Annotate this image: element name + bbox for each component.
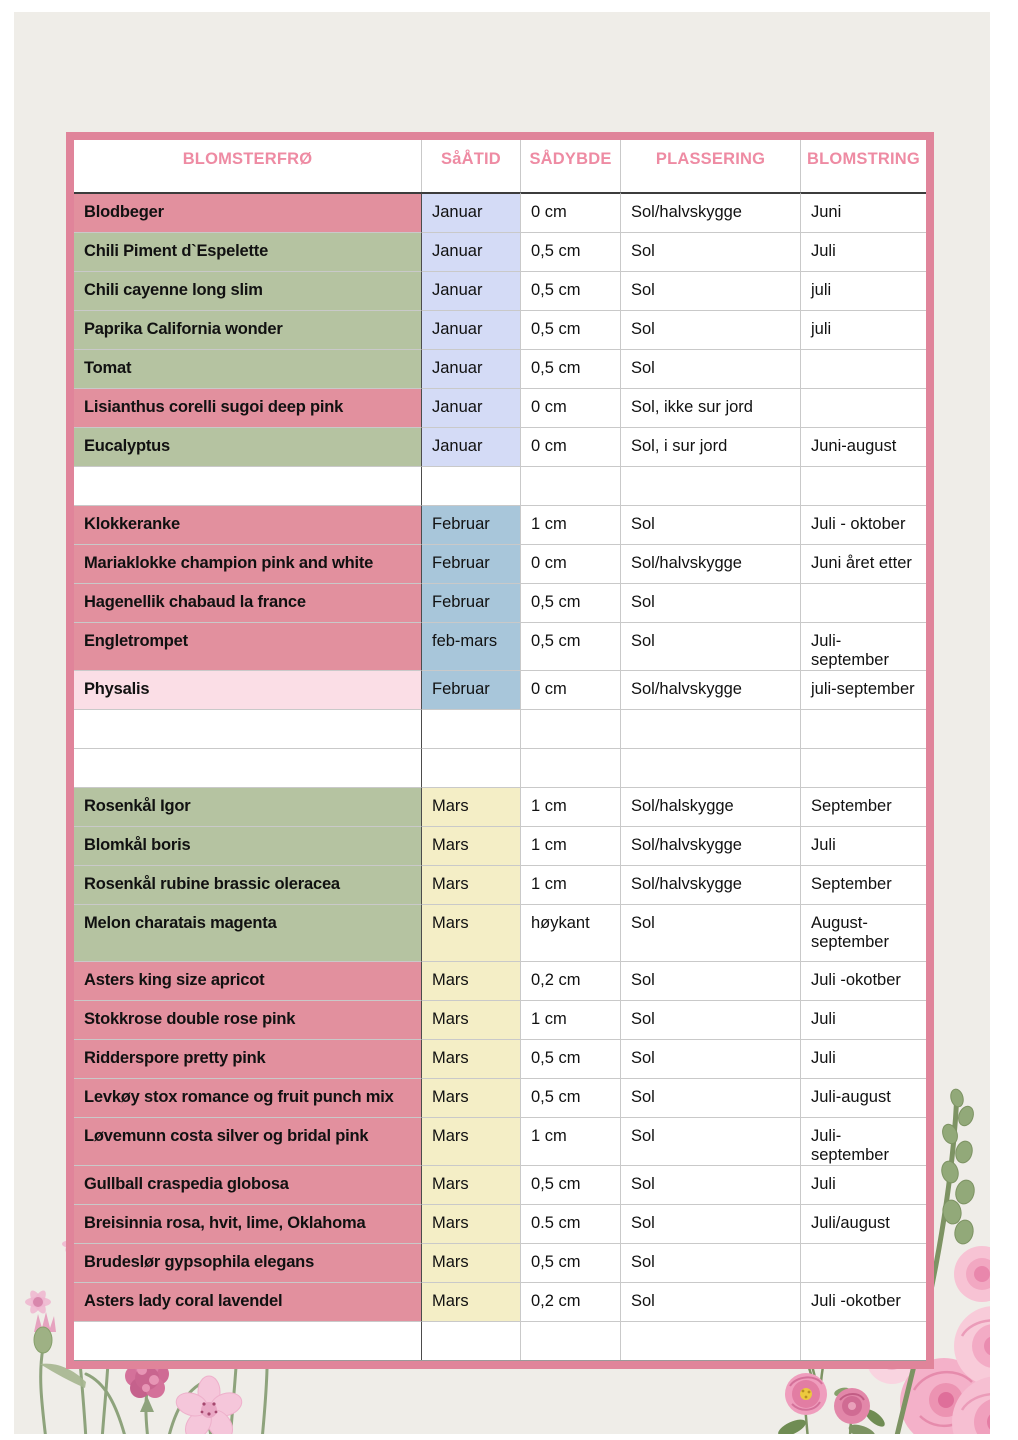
seed-row [74, 787, 926, 826]
seed-name-cell: Melon charatais magenta [74, 904, 422, 961]
seed-row [74, 583, 926, 622]
sowing-depth-cell: 1 cm [521, 1117, 621, 1165]
bloom-time-cell: Juli-september [801, 622, 926, 670]
bloom-time-cell: August-september [801, 904, 926, 961]
seed-name-cell: Stokkrose double rose pink [74, 1000, 422, 1039]
bloom-time-cell [801, 709, 926, 748]
bloom-time-cell: Juli -okotber [801, 1282, 926, 1321]
seed-row [74, 1282, 926, 1321]
sowing-time-cell: Januar [422, 427, 521, 466]
sowing-depth-cell: 0 cm [521, 544, 621, 583]
sowing-time-cell: Februar [422, 670, 521, 709]
placement-cell [621, 1321, 801, 1360]
seed-name-cell: Asters lady coral lavendel [74, 1282, 422, 1321]
sowing-depth-cell: 0,5 cm [521, 1243, 621, 1282]
empty-row [74, 466, 926, 505]
placement-cell: Sol [621, 1282, 801, 1321]
sowing-time-cell: Januar [422, 388, 521, 427]
placement-cell: Sol [621, 232, 801, 271]
sowing-depth-cell: 0,5 cm [521, 1078, 621, 1117]
bloom-time-cell: Juli - oktober [801, 505, 926, 544]
sowing-time-cell: Mars [422, 961, 521, 1000]
seed-row [74, 544, 926, 583]
seed-row [74, 865, 926, 904]
sowing-depth-cell: 1 cm [521, 865, 621, 904]
sowing-time-cell [422, 466, 521, 505]
seed-table-body [74, 192, 926, 1361]
hollyhock-blooms [952, 1246, 990, 1434]
bloom-time-cell [801, 748, 926, 787]
seed-name-cell: Lisianthus corelli sugoi deep pink [74, 388, 422, 427]
bloom-time-cell: Juli [801, 826, 926, 865]
seed-row [74, 1204, 926, 1243]
sowing-time-cell: Mars [422, 865, 521, 904]
placement-cell: Sol, i sur jord [621, 427, 801, 466]
sowing-time-cell: Februar [422, 583, 521, 622]
bloom-time-cell [801, 349, 926, 388]
placement-cell: Sol [621, 1078, 801, 1117]
sowing-depth-cell: 0,5 cm [521, 232, 621, 271]
sowing-time-cell: feb-mars [422, 622, 521, 670]
bloom-time-cell: Juni-august [801, 427, 926, 466]
placement-cell: Sol/halvskygge [621, 826, 801, 865]
seed-name-cell: Ridderspore pretty pink [74, 1039, 422, 1078]
seed-row [74, 1243, 926, 1282]
seed-row [74, 904, 926, 961]
sowing-time-cell: Mars [422, 1204, 521, 1243]
placement-cell: Sol [621, 1204, 801, 1243]
sowing-time-cell: Januar [422, 349, 521, 388]
seed-name-cell: Breisinnia rosa, hvit, lime, Oklahoma [74, 1204, 422, 1243]
seed-name-cell: Blomkål boris [74, 826, 422, 865]
seed-name-cell: Asters king size apricot [74, 961, 422, 1000]
placement-cell: Sol [621, 1039, 801, 1078]
sowing-time-cell: Januar [422, 310, 521, 349]
placement-cell: Sol/halvskygge [621, 670, 801, 709]
placement-cell: Sol, ikke sur jord [621, 388, 801, 427]
sowing-depth-cell: 0,5 cm [521, 622, 621, 670]
seed-row [74, 427, 926, 466]
bloom-time-cell: Juli -okotber [801, 961, 926, 1000]
sowing-depth-cell [521, 1321, 621, 1360]
placement-cell: Sol [621, 1243, 801, 1282]
sowing-depth-cell: 0,5 cm [521, 310, 621, 349]
sowing-time-cell: Mars [422, 1117, 521, 1165]
sowing-depth-cell [521, 466, 621, 505]
seed-name-cell [74, 709, 422, 748]
column-header: SåÅTID [422, 140, 521, 192]
seed-name-cell: Chili cayenne long slim [74, 271, 422, 310]
seed-name-cell: Rosenkål rubine brassic oleracea [74, 865, 422, 904]
sowing-time-cell: Mars [422, 1000, 521, 1039]
sowing-depth-cell: 0,2 cm [521, 961, 621, 1000]
column-header: BLOMSTERFRØ [74, 140, 422, 192]
bloom-time-cell [801, 583, 926, 622]
placement-cell: Sol [621, 505, 801, 544]
seed-name-cell: Engletrompet [74, 622, 422, 670]
sowing-depth-cell: 1 cm [521, 787, 621, 826]
seed-row [74, 622, 926, 670]
bloom-time-cell: Juli-august [801, 1078, 926, 1117]
placement-cell: Sol/halvskygge [621, 544, 801, 583]
seed-row [74, 1078, 926, 1117]
bloom-time-cell: September [801, 787, 926, 826]
sowing-depth-cell: 0,5 cm [521, 349, 621, 388]
bloom-time-cell [801, 1243, 926, 1282]
bloom-time-cell: Juni året etter [801, 544, 926, 583]
sowing-depth-cell: 0,5 cm [521, 271, 621, 310]
seed-row [74, 1165, 926, 1204]
seed-name-cell: Tomat [74, 349, 422, 388]
seed-name-cell: Klokkeranke [74, 505, 422, 544]
table-header-row [74, 140, 926, 192]
sowing-time-cell: Februar [422, 544, 521, 583]
sowing-depth-cell: 1 cm [521, 826, 621, 865]
sowing-depth-cell: 0 cm [521, 670, 621, 709]
placement-cell [621, 466, 801, 505]
bloom-time-cell [801, 1321, 926, 1360]
seed-name-cell: Hagenellik chabaud la france [74, 583, 422, 622]
thistle-bud [34, 1312, 56, 1353]
sowing-time-cell: Mars [422, 787, 521, 826]
seed-row [74, 388, 926, 427]
bloom-time-cell: Juli [801, 1000, 926, 1039]
bloom-time-cell [801, 466, 926, 505]
seed-row [74, 826, 926, 865]
seed-name-cell [74, 466, 422, 505]
sowing-depth-cell: 0,5 cm [521, 1039, 621, 1078]
sowing-time-cell: Mars [422, 1243, 521, 1282]
placement-cell: Sol [621, 310, 801, 349]
placement-cell: Sol [621, 271, 801, 310]
placement-cell [621, 748, 801, 787]
sowing-time-cell: Mars [422, 1282, 521, 1321]
placement-cell: Sol/halskygge [621, 787, 801, 826]
sowing-depth-cell: 0 cm [521, 427, 621, 466]
sowing-time-cell: Januar [422, 232, 521, 271]
rose-with-yellow-center [785, 1373, 827, 1415]
sowing-time-cell: Februar [422, 505, 521, 544]
sowing-time-cell: Mars [422, 904, 521, 961]
sowing-time-cell [422, 709, 521, 748]
sowing-time-cell [422, 1321, 521, 1360]
placement-cell: Sol [621, 904, 801, 961]
sowing-time-cell [422, 748, 521, 787]
bloom-time-cell: September [801, 865, 926, 904]
column-header: PLASSERING [621, 140, 801, 192]
bloom-time-cell: Juli [801, 1165, 926, 1204]
seed-row [74, 271, 926, 310]
sowing-depth-cell: 1 cm [521, 1000, 621, 1039]
bloom-time-cell: juli [801, 271, 926, 310]
sowing-time-cell: Mars [422, 1039, 521, 1078]
page-background [14, 12, 990, 1434]
seed-row [74, 349, 926, 388]
empty-row [74, 709, 926, 748]
placement-cell: Sol/halvskygge [621, 192, 801, 232]
seed-table [66, 132, 934, 1369]
bloom-time-cell: juli-september [801, 670, 926, 709]
seed-name-cell: Blodbeger [74, 192, 422, 232]
empty-row [74, 748, 926, 787]
seed-name-cell: Løvemunn costa silver og bridal pink [74, 1117, 422, 1165]
seed-name-cell: Paprika California wonder [74, 310, 422, 349]
seed-name-cell: Levkøy stox romance og fruit punch mix [74, 1078, 422, 1117]
sowing-depth-cell: høykant [521, 904, 621, 961]
placement-cell: Sol [621, 583, 801, 622]
placement-cell: Sol [621, 622, 801, 670]
seed-row [74, 310, 926, 349]
seed-row [74, 192, 926, 232]
seed-row [74, 232, 926, 271]
seed-name-cell: Gullball craspedia globosa [74, 1165, 422, 1204]
sowing-time-cell: Mars [422, 826, 521, 865]
seed-name-cell: Eucalyptus [74, 427, 422, 466]
placement-cell: Sol [621, 1000, 801, 1039]
placement-cell [621, 709, 801, 748]
sowing-depth-cell: 1 cm [521, 505, 621, 544]
seed-row [74, 1117, 926, 1165]
placement-cell: Sol [621, 1117, 801, 1165]
column-header: BLOMSTRING [801, 140, 926, 192]
bloom-time-cell [801, 388, 926, 427]
sowing-depth-cell [521, 748, 621, 787]
bloom-time-cell: Juli-september [801, 1117, 926, 1165]
sowing-depth-cell: 0 cm [521, 388, 621, 427]
seed-name-cell: Chili Piment d`Espelette [74, 232, 422, 271]
sowing-time-cell: Mars [422, 1078, 521, 1117]
seed-row [74, 1039, 926, 1078]
placement-cell: Sol [621, 349, 801, 388]
bloom-time-cell: juli [801, 310, 926, 349]
bloom-time-cell: Juni [801, 192, 926, 232]
bloom-time-cell: Juli [801, 1039, 926, 1078]
sowing-depth-cell: 0,5 cm [521, 583, 621, 622]
seed-name-cell: Mariaklokke champion pink and white [74, 544, 422, 583]
placement-cell: Sol [621, 1165, 801, 1204]
seed-row [74, 505, 926, 544]
sowing-depth-cell: 0,5 cm [521, 1165, 621, 1204]
sowing-depth-cell [521, 709, 621, 748]
placement-cell: Sol/halvskygge [621, 865, 801, 904]
bloom-time-cell: Juli [801, 232, 926, 271]
seed-name-cell [74, 748, 422, 787]
seed-row [74, 1000, 926, 1039]
seed-name-cell: Rosenkål Igor [74, 787, 422, 826]
empty-row [74, 1321, 926, 1360]
sowing-time-cell: Januar [422, 192, 521, 232]
placement-cell: Sol [621, 961, 801, 1000]
seed-name-cell: Physalis [74, 670, 422, 709]
column-header: SÅDYBDE [521, 140, 621, 192]
seed-row [74, 961, 926, 1000]
bloom-time-cell: Juli/august [801, 1204, 926, 1243]
sowing-depth-cell: 0,2 cm [521, 1282, 621, 1321]
sowing-time-cell: Mars [422, 1165, 521, 1204]
sowing-depth-cell: 0 cm [521, 192, 621, 232]
seed-row [74, 670, 926, 709]
small-pink-rose [834, 1388, 870, 1424]
seed-name-cell [74, 1321, 422, 1360]
sowing-time-cell: Januar [422, 271, 521, 310]
sowing-depth-cell: 0.5 cm [521, 1204, 621, 1243]
seed-name-cell: Brudeslør gypsophila elegans [74, 1243, 422, 1282]
